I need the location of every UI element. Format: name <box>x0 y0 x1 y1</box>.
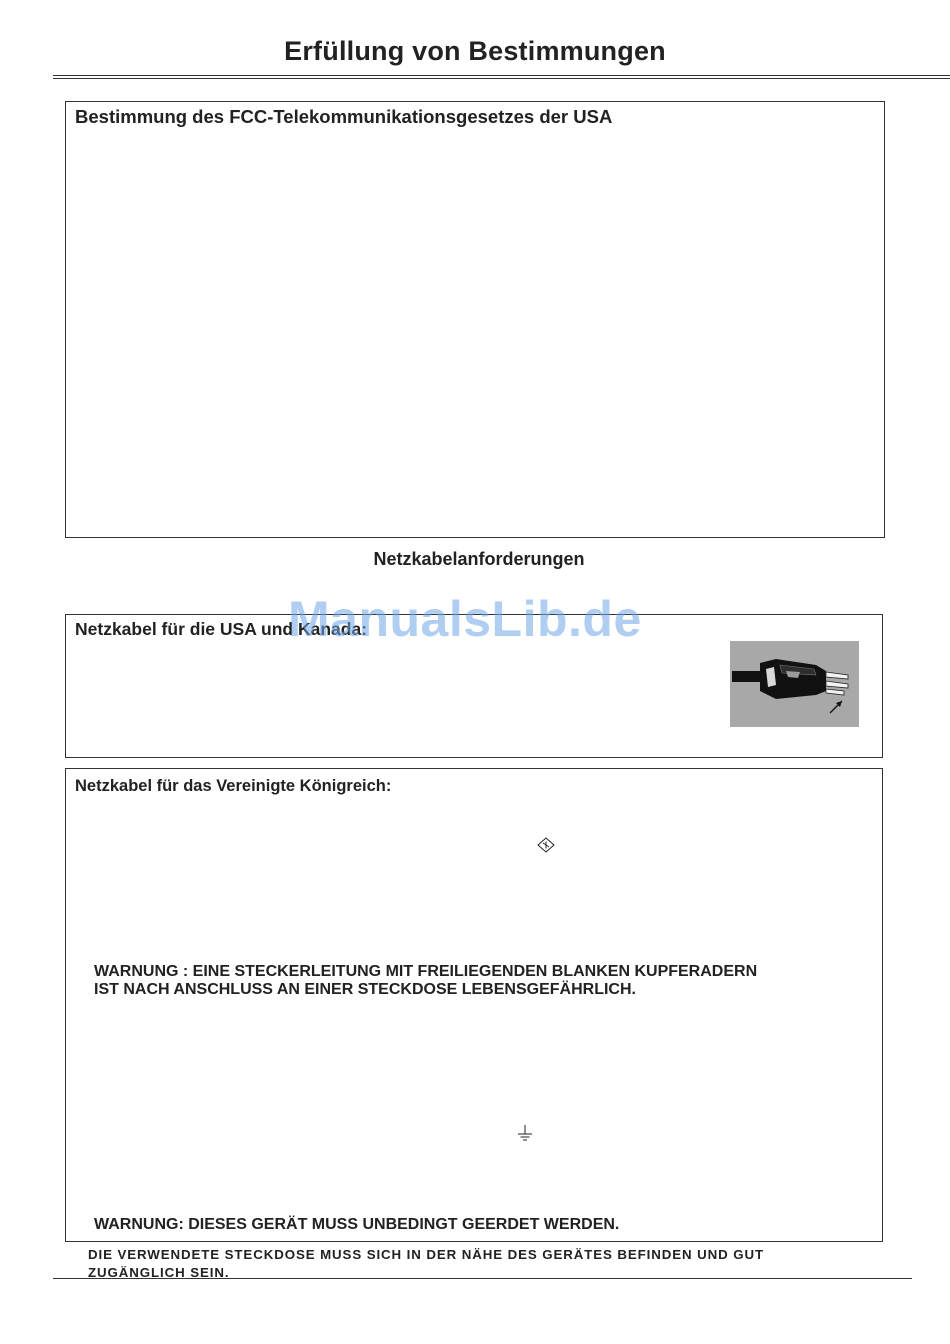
title-rule-top <box>53 75 950 76</box>
warning-bare-wires-line-2: IST NACH ANSCHLUSS AN EINER STECKDOSE LEBENSGEFÄHRLICH. <box>94 981 636 998</box>
footer-note <box>88 1246 848 1282</box>
fcc-box <box>65 101 885 538</box>
warning-bare-wires-line-1: WARNUNG : EINE STECKERLEITUNG MIT FREILIEGENDEN BLANKEN KUPFERADERN <box>94 963 758 980</box>
uk-box <box>65 768 883 1242</box>
title-rule-bottom <box>53 78 950 79</box>
watermark: ManualsLib.de <box>288 591 642 647</box>
warning-grounding: WARNUNG: DIESES GERÄT MUSS UNBEDINGT GEERDET WERDEN. <box>94 1216 620 1233</box>
fuse-mark-icon <box>537 837 555 853</box>
fcc-box-heading: Bestimmung des FCC-Telekommunikationsgesetzes der USA <box>75 106 613 127</box>
footer-rule <box>53 1278 912 1279</box>
footer-note-line-1: DIE VERWENDETE STECKDOSE MUSS SICH IN DER NÄHE DES GERÄTES BEFINDEN UND GUT <box>88 1247 765 1262</box>
footer-note-line-2: ZUGÄNGLICH SEIN. <box>88 1265 230 1280</box>
earth-ground-icon <box>517 1124 533 1142</box>
power-plug-icon <box>730 641 859 727</box>
usa-canada-heading: Netzkabel für die USA und Kanada: <box>75 619 368 639</box>
power-requirements-heading: Netzkabelanforderungen <box>373 549 585 569</box>
page-title: Erfüllung von Bestimmungen <box>284 36 666 66</box>
uk-box-heading: Netzkabel für das Vereinigte Königreich: <box>75 777 392 795</box>
